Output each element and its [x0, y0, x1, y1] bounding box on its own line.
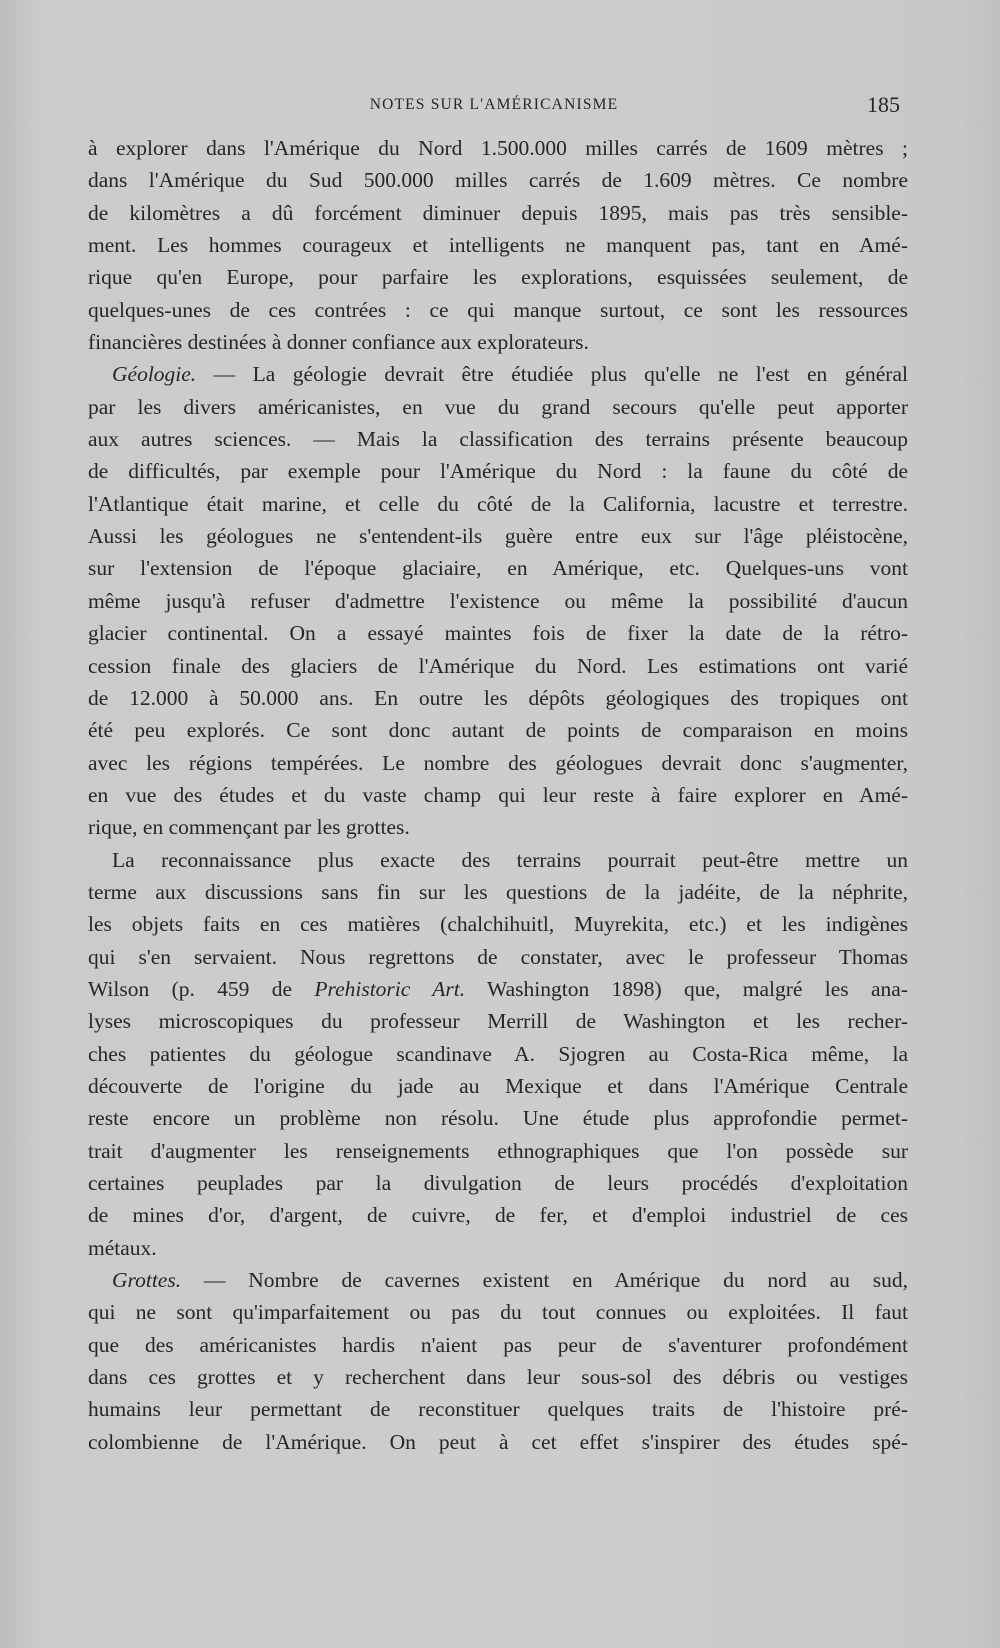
line-text: — La géologie devrait être étudiée plus qu'elle ne l'est en général	[196, 362, 908, 387]
text-line	[88, 1070, 908, 1102]
text-line	[88, 1199, 908, 1231]
line-text: de mines d'or, d'argent, de cuivre, de fer, et d'emploi industriel de ces	[88, 1203, 908, 1228]
text-line	[88, 585, 908, 617]
line-text: glacier continental. On a essayé maintes fois de fixer la date de la rétro-	[88, 621, 908, 646]
text-line	[88, 455, 908, 487]
line-text: qui ne sont qu'imparfaitement ou pas du tout connues ou exploitées. Il faut	[88, 1300, 908, 1325]
line-text: dans l'Amérique du Sud 500.000 milles carrés de 1.609 mètres. Ce nombre	[88, 168, 908, 193]
line-text: lyses microscopiques du professeur Merrill de Washington et les recher-	[88, 1009, 908, 1034]
page-number: 185	[867, 92, 900, 117]
line-text: trait d'augmenter les renseignements ethnographiques que l'on possède sur	[88, 1138, 908, 1163]
line-text: découverte de l'origine du jade au Mexique et dans l'Amérique Centrale	[88, 1073, 908, 1098]
line-text: qui s'en servaient. Nous regrettons de constater, avec le professeur Thomas	[88, 944, 908, 969]
line-text: colombienne de l'Amérique. On peut à cet effet s'inspirer des études spé-	[88, 1429, 908, 1454]
line-text: avec les régions tempérées. Le nombre des géologues devrait donc s'augmenter,	[88, 750, 908, 775]
text-line	[88, 358, 908, 390]
line-text: Wilson (p. 459 de	[88, 976, 315, 1001]
text-line	[88, 650, 908, 682]
text-line	[88, 1393, 908, 1425]
line-text: l'Atlantique était marine, et celle du côté de la California, lacustre et terrestre.	[88, 491, 908, 516]
line-text: Aussi les géologues ne s'entendent-ils guère entre eux sur l'âge pléistocène,	[88, 524, 908, 549]
text-line	[88, 779, 908, 811]
section-heading: Grottes.	[112, 1268, 182, 1293]
text-line	[88, 261, 908, 293]
line-text: été peu explorés. Ce sont donc autant de points de comparaison en moins	[88, 718, 908, 743]
line-text: à explorer dans l'Amérique du Nord 1.500.000 milles carrés de 1609 mètres ;	[88, 136, 908, 160]
line-text: dans ces grottes et y recherchent dans leur sous-sol des débris ou vestiges	[88, 1365, 908, 1390]
text-line	[88, 1361, 908, 1393]
line-text: que des américanistes hardis n'aient pas peur de s'aventurer profondément	[88, 1332, 908, 1357]
text-line	[88, 326, 908, 358]
body-text	[88, 132, 908, 1458]
line-text: métaux.	[88, 1235, 157, 1260]
line-text: La reconnaissance plus exacte des terrains pourrait peut-être mettre un	[112, 847, 908, 872]
line-text: de 12.000 à 50.000 ans. En outre les dépôts géologiques des tropiques ont	[88, 685, 908, 710]
running-head	[88, 90, 900, 120]
text-line	[88, 1167, 908, 1199]
text-line	[88, 164, 908, 196]
line-text: ches patientes du géologue scandinave A. Sjogren au Costa-Rica même, la	[88, 1041, 908, 1066]
text-line	[88, 973, 908, 1005]
line-text: terme aux discussions sans fin sur les questions de la jadéite, de la néphrite,	[88, 879, 908, 904]
text-line	[88, 1038, 908, 1070]
text-line	[88, 488, 908, 520]
line-text: aux autres sciences. — Mais la classification des terrains présente beaucoup	[88, 427, 908, 452]
line-text: les objets faits en ces matières (chalchihuitl, Muyrekita, etc.) et les indigènes	[88, 912, 908, 937]
text-line	[88, 714, 908, 746]
text-line	[88, 1005, 908, 1037]
line-text: ment. Les hommes courageux et intelligents ne manquent pas, tant en Amé-	[88, 233, 908, 258]
text-line	[88, 811, 908, 843]
text-line	[88, 1232, 908, 1264]
text-line	[88, 617, 908, 649]
line-text: cession finale des glaciers de l'Amérique du Nord. Les estimations ont varié	[88, 653, 908, 678]
line-text: — Nombre de cavernes existent en Amérique du nord au sud,	[181, 1268, 908, 1293]
text-line	[88, 229, 908, 261]
text-line	[88, 1296, 908, 1328]
line-text: sur l'extension de l'époque glaciaire, en Amérique, etc. Quelques-uns vont	[88, 556, 908, 581]
text-line	[88, 423, 908, 455]
text-line	[88, 1329, 908, 1361]
line-text: financières destinées à donner confiance aux explorateurs.	[88, 330, 589, 355]
text-line	[88, 1135, 908, 1167]
text-line	[88, 941, 908, 973]
text-line	[88, 197, 908, 229]
line-text: humains leur permettant de reconstituer quelques traits de l'histoire pré-	[88, 1397, 908, 1422]
text-line	[88, 844, 908, 876]
line-text-tail: Washington 1898) que, malgré les ana-	[465, 976, 908, 1001]
text-line	[88, 294, 908, 326]
section-heading: Géologie.	[112, 362, 197, 387]
text-line	[88, 552, 908, 584]
line-text: quelques-unes de ces contrées : ce qui manque surtout, ce sont les ressources	[88, 297, 908, 322]
line-text: de kilomètres a dû forcément diminuer depuis 1895, mais pas très sensible-	[88, 200, 908, 225]
line-text: de difficultés, par exemple pour l'Amérique du Nord : la faune du côté de	[88, 459, 908, 484]
text-line	[88, 747, 908, 779]
text-line	[88, 876, 908, 908]
text-line	[88, 908, 908, 940]
line-text: même jusqu'à refuser d'admettre l'existence ou même la possibilité d'aucun	[88, 588, 908, 613]
line-text: en vue des études et du vaste champ qui leur reste à faire explorer en Amé-	[88, 782, 908, 807]
text-line	[88, 520, 908, 552]
line-text: rique, en commençant par les grottes.	[88, 815, 410, 840]
line-text: rique qu'en Europe, pour parfaire les explorations, esquissées seulement, de	[88, 265, 908, 290]
running-title: NOTES SUR L'AMÉRICANISME	[369, 96, 619, 113]
text-line	[88, 391, 908, 423]
line-text: reste encore un problème non résolu. Une étude plus approfondie permet-	[88, 1106, 908, 1131]
text-line	[88, 682, 908, 714]
line-text: par les divers américanistes, en vue du grand secours qu'elle peut apporter	[88, 394, 908, 419]
text-line	[88, 1426, 908, 1458]
text-line	[88, 1102, 908, 1134]
line-text: certaines peuplades par la divulgation de leurs procédés d'exploitation	[88, 1171, 908, 1195]
text-line	[88, 1264, 908, 1296]
book-title: Prehistoric Art.	[314, 976, 466, 1001]
text-line	[88, 132, 908, 164]
